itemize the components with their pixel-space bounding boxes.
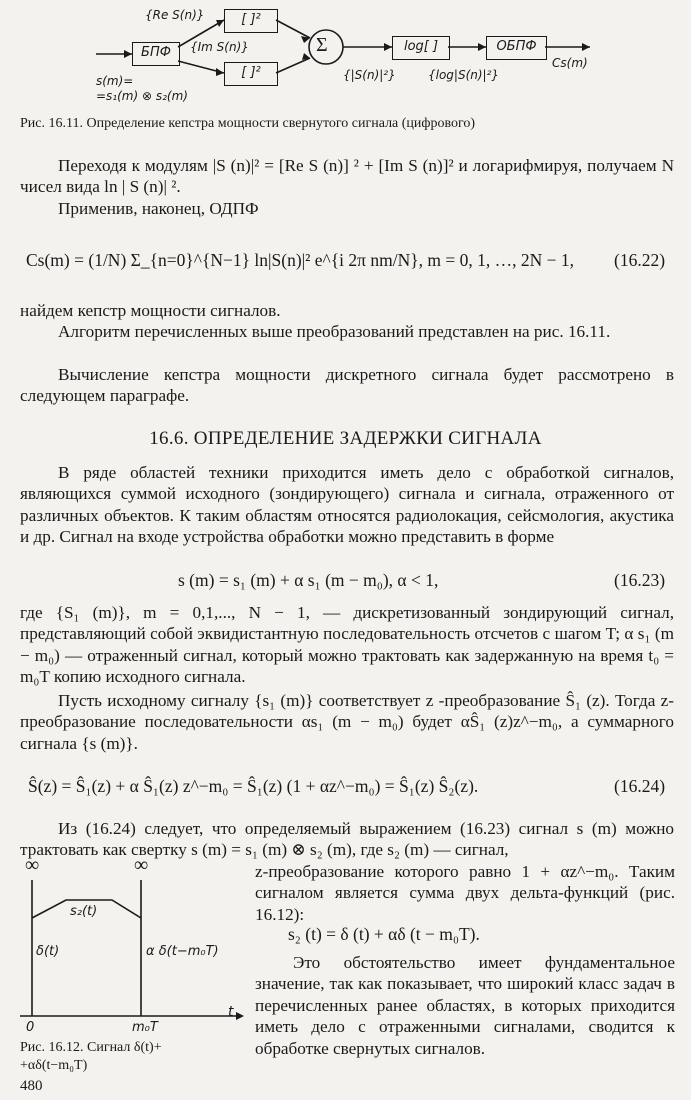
equation-number-16-24: (16.24) bbox=[614, 776, 666, 796]
page-number: 480 bbox=[20, 1078, 43, 1094]
section-heading: 16.6. ОПРЕДЕЛЕНИЕ ЗАДЕРЖКИ СИГНАЛА bbox=[149, 428, 542, 449]
log-mod-sq-label: {log|S(n)|²} bbox=[428, 68, 500, 82]
equation-16-22: Cs(m) = (1/N) Σ_{n=0}^{N−1} ln|S(n)|² e^{i 2π nm/N}, m = 0, 1, …, 2N − 1, bbox=[26, 250, 574, 270]
infinity-right: ∞ bbox=[134, 854, 149, 876]
paragraph-apply-idft: Применив, наконец, ОДПФ bbox=[58, 199, 259, 218]
equation-number-16-23: (16.23) bbox=[614, 570, 666, 590]
fft-block: БПФ bbox=[132, 42, 180, 66]
input-label-1: s(m)= bbox=[96, 74, 134, 88]
t-axis-label: t bbox=[228, 1004, 234, 1020]
re-s-label: {Re S(n)} bbox=[145, 8, 205, 22]
paragraph-fundamental: Это обстоятельство имеет фундаментальное значение, так как показывает, что широкий класс задач в перечисленных ранее областях, в которых приходится иметь дело с отраженными сигналами, сводится к обработке свернутых сигналов. bbox=[255, 953, 675, 1058]
equation-number-16-22: (16.22) bbox=[614, 250, 666, 270]
m0t-label: m₀T bbox=[132, 1020, 158, 1035]
paragraph-next-section: Вычисление кепстра мощности дискретного сигнала будет рассмотрено в следующем параграфе. bbox=[20, 365, 674, 406]
infinity-left: ∞ bbox=[25, 854, 40, 876]
alpha-delta-label: α δ(t−m₀T) bbox=[146, 944, 219, 959]
figure-16-12 bbox=[0, 854, 250, 1075]
ifft-block: ОБПФ bbox=[486, 36, 547, 60]
s2-label: s₂(t) bbox=[70, 904, 98, 919]
input-label-2: =s₁(m) ⊗ s₂(m) bbox=[96, 89, 188, 103]
figure-16-11-caption: Рис. 16.11. Определение кепстра мощности свернутого сигнала (цифрового) bbox=[20, 116, 476, 131]
figure-16-11 bbox=[0, 0, 691, 140]
equation-16-24: Ŝ(z) = Ŝ₁(z) + α Ŝ₁(z) z^−m₀ = Ŝ₁(z) (1 + αz^−m₀) = Ŝ₁(z) Ŝ₂(z). bbox=[28, 776, 479, 796]
sum-symbol: Σ bbox=[316, 34, 328, 56]
paragraph-delta-sum: z-преобразование которого равно 1 + αz^−m₀. Таким сигналом является сумма двух дельта-функций (рис. 16.12): bbox=[255, 862, 675, 924]
paragraph-convolution: Из (16.24) следует, что определяемый выражением (16.23) сигнал s (m) можно трактовать как свертку s (m) = s₁ (m) ⊗ s₂ (m), где s₂ (m) — сигнал, bbox=[20, 819, 674, 860]
equation-16-23: s (m) = s₁ (m) + α s₁ (m − m₀), α < 1, bbox=[178, 570, 439, 590]
square-block-bottom: [ ]² bbox=[224, 62, 278, 86]
origin-label: 0 bbox=[26, 1020, 35, 1035]
log-block: log[ ] bbox=[392, 36, 450, 60]
square-block-top: [ ]² bbox=[224, 9, 278, 33]
figure-16-12-caption-line1: Рис. 16.12. Сигнал δ(t)+ bbox=[20, 1040, 162, 1055]
paragraph-z-transform: Пусть исходному сигналу {s₁ (m)} соответствует z -преобразование Ŝ₁ (z). Тогда z-преобразование последовательности αs₁ (m − m₀) будет αŜ₁ (z)z^−m₀, а суммарного сигнала {s (m)}. bbox=[20, 691, 674, 753]
delta-label: δ(t) bbox=[36, 944, 60, 959]
paragraph-cepstrum-found: найдем кепстр мощности сигналов. bbox=[20, 301, 281, 320]
paragraph-moduli: Переходя к модулям |S (n)|² = [Re S (n)] ² + [Im S (n)]² и логарифмируя, получаем N чисел вида ln | S (n)| ². bbox=[20, 156, 674, 197]
paragraph-algorithm: Алгоритм перечисленных выше преобразований представлен на рис. 16.11. bbox=[58, 322, 611, 341]
figure-16-12-caption-line2: +αδ(t−m₀T) bbox=[20, 1058, 88, 1073]
mod-sq-label: {|S(n)|²} bbox=[343, 68, 396, 82]
paragraph-probe-signal: где {S₁ (m)}, m = 0,1,..., N − 1, — дискретизованный зондирующий сигнал, представляющий собой эквидистантную последовательность отсчетов с шагом T; α s₁ (m − m₀) — отраженный сигнал, который можно трактовать как задержанную на время t₀ = m₀T копию исходного сигнала. bbox=[20, 603, 674, 687]
im-s-label: {Im S(n)} bbox=[190, 40, 249, 54]
output-label: Cs(m) bbox=[552, 56, 588, 70]
equation-s2: s₂ (t) = δ (t) + αδ (t − m₀T). bbox=[288, 924, 480, 944]
paragraph-reflected-signals: В ряде областей техники приходится иметь дело с обработкой сигналов, являющихся суммой исходного (зондирующего) сигнала и сигнала, отраженного от различных объектов. К таким областям относятся радиолокация, сейсмология, акустика и др. Сигнал на входе устройства обработки можно представить в форме bbox=[20, 463, 674, 547]
